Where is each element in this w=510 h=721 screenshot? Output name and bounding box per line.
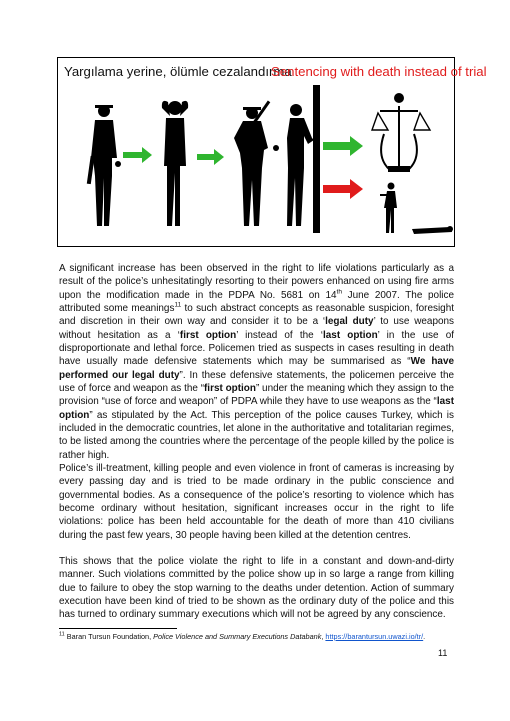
footnote-link[interactable]: https://barantursun.uwazi.io/tr/ [325,632,424,641]
green-arrow-icon [323,136,363,156]
surrendering-person-silhouette [162,101,188,226]
wall-bar [313,85,320,233]
green-arrow-icon [197,149,224,165]
justice-scales-icon [372,93,430,172]
paragraph-1: A significant increase has been observed in the right to life violations particularly as a result of the police’s unhesitatingly resorting to their powers enhanced on using fire arms upon the modification made in the PDPA No. 5681 on 14th June 2007. The police attributed some meanings$^{11}$ to such abstract concepts as reasonable suspicion, foresight and discretion in their own way and consider it to be a ‘legal duty’ to use weapons without hesitation as a ‘first option’ instead of the ‘last option’ in the use of disproportionate and lethal force. Policemen tried as suspects in cases resulting in death have usually made defensive statements which may be summarised as “We have performed our legal duty”. In these defensive statements, the policemen perceive the use of force and weapon as the “first option” under the meaning which they assign to the provision “use of force and weapon” of PDPA while they have to use weapons as the “last option” as stipulated by the Act. This perception of the police causes Turkey, which is included in the democratic countries, let alone in the authoritative and totalitarian regimes, to be listed among the countries where the percentage of the people killed by the police is rather high. [59,263,454,461]
footnote-ref[interactable]: 11 [174,301,182,309]
paragraph-2: Police’s ill-treatment, killing people and even violence in front of cameras is increasing by every passing day and is tried to be made ordinary in the public conscience and governmental bodies. As a consequence of the police’s resorting to violence which has become ordinary without hesitation, significant increases occur in the right to life violations: police has been held accountable for the death of more than 410 civilians during the past few years, 30 people having been killed at the detention centres. [59,463,454,541]
officer-with-baton-silhouette [234,100,279,226]
figure-title-turkish: Yargılama yerine, ölümle cezalandırma [64,64,292,79]
pushing-person-silhouette [287,104,314,226]
green-arrow-icon [123,147,152,163]
lying-body-silhouette [412,227,452,234]
footnote-divider [59,628,177,629]
page-number: 11 [438,648,448,658]
illustration-figure [57,57,487,247]
paragraph-3: This shows that the police violate the right to life in a constant and down-and-dirty manner. Such violations committed by the police show up in so large a range from killing due to failure to obey the stop warning to the deaths under detention. Action of summary execution have been kind of tried to be shown as the ordinary duty of the police and this has turned to ordinary summary executions which will not be agreed by any conscience. [59,556,454,621]
figure-title-english: Sentencing with death instead of trial [271,64,487,79]
footnote: $^{11}$ Baran Tursun Foundation, Police Violence and Summary Executions Databank, https://barantursun.uwazi.io/tr/. [59,631,426,641]
red-arrow-icon [323,179,363,199]
figure-artwork [58,58,456,248]
shooter-silhouette [380,183,397,234]
police-silhouette [87,105,121,226]
